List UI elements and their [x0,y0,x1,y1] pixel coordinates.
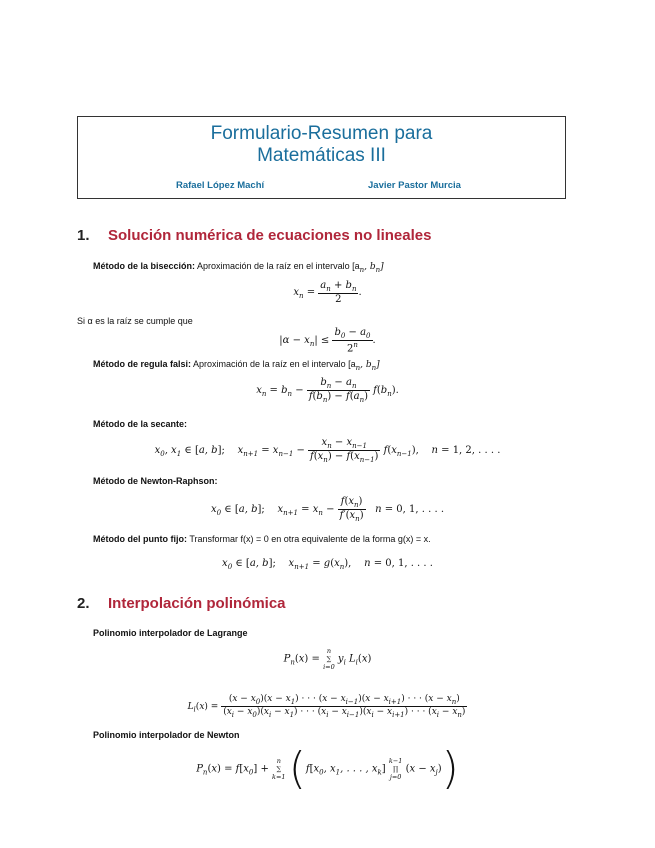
section-2-number: 2. [77,595,90,612]
lagrange-paragraph [93,627,248,639]
secant-label: Método de la secante: [93,419,188,429]
bisection-formula: $x_n$ = $\frac{a_n + b_n}{2}$ . [293,280,362,305]
title-line-1: Formulario-Resumen para [210,123,433,144]
section-2-heading [77,595,286,612]
fixed-point-formula: $x_0$ ∈ [a, b]; $x_{n+1} = g(x_n)$, n = 0, 1, . . . . [222,558,433,571]
secant-paragraph [93,418,187,430]
newton-interp-label: Polinomio interpolador de Newton [93,730,240,740]
alpha-bound-formula: $|\alpha - x_n|$ ≤ $\frac{b_0 - a_0}{2^n}$ . [279,327,376,355]
fixed-point-label: Método del punto fijo: [93,534,187,544]
section-1-heading [77,227,431,244]
author-2: Javier Pastor Murcia [368,180,461,191]
title-box [77,116,566,199]
newton-raphson-formula: $x_0$ ∈ [a, b]; $x_{n+1} = x_n$ − $\frac{f(x_n)}{f'(x_n)}$ n = 0, 1, . . . . [210,496,444,523]
newton-interp-formula: $P_n(x) = f[x_0]$ + n ∑ k=1 ($f[x_0$, $x_1$, . . . , $x_k$] k−1 ∏ j=0 $(x - x_j)$) [196,743,459,794]
newton-raphson-paragraph [93,475,218,487]
section-1-number: 1. [77,227,90,244]
section-1-title: Solución numérica de ecuaciones no lineales [108,227,432,244]
regula-text: Aproximación de la raíz en el intervalo [a [193,359,356,369]
newton-raphson-label: Método de Newton-Raphson: [93,476,218,486]
lagrange-basis-formula: $L_i(x)$ = $(x - x_0)(x - x_1)$ · · · $(x - x_{i-1})(x - x_{i+1})$ · · · $(x - x_n)$ $(x_i - x_0)(x_i - x_1)$ · · · $(x_i - x_{i-1})(x_i - x_{i+1})$ · · · $(x_i - x_n)$ [187,694,466,719]
fixed-point-text: Transformar f(x) = 0 en otra equivalente de la forma g(x) = x. [189,534,431,544]
secant-formula: $x_0$, $x_1$ ∈ [a, b]; $x_{n+1} = x_{n-1}$ − $\frac{x_n - x_{n-1}}{f(x_n) - f(x_{n-1})}$ $f(x_{n-1})$, n = 1, 2, . . . . [154,437,501,464]
bisection-label: Método de la bisección: [93,261,196,271]
regula-label: Método de regula falsi: [93,359,192,369]
alpha-paragraph: Si α es la raíz se cumple que [77,316,193,326]
fixed-point-paragraph [93,533,431,545]
section-2-title: Interpolación polinómica [108,595,286,612]
bisection-text: Aproximación de la raíz en el intervalo [a [197,261,360,271]
regula-paragraph: Método de regula falsi: Aproximación de la raíz en el intervalo [$a_n$, $b_n$] [93,359,380,372]
author-1: Rafael López Machí [176,180,265,191]
title-line-2: Matemáticas III [257,145,386,166]
lagrange-formula: $P_n(x)$ = n ∑ i=0 $y_i$ $L_i(x)$ [283,647,372,671]
lagrange-label: Polinomio interpolador de Lagrange [93,628,248,638]
bisection-paragraph: Método de la bisección: Aproximación de la raíz en el intervalo [$a_n$, $b_n$] [93,261,384,274]
regula-formula: $x_n = b_n$ − $\frac{b_n - a_n}{f(b_n) - f(a_n)}$ $f(b_n)$. [256,377,399,404]
newton-interp-paragraph [93,729,240,741]
